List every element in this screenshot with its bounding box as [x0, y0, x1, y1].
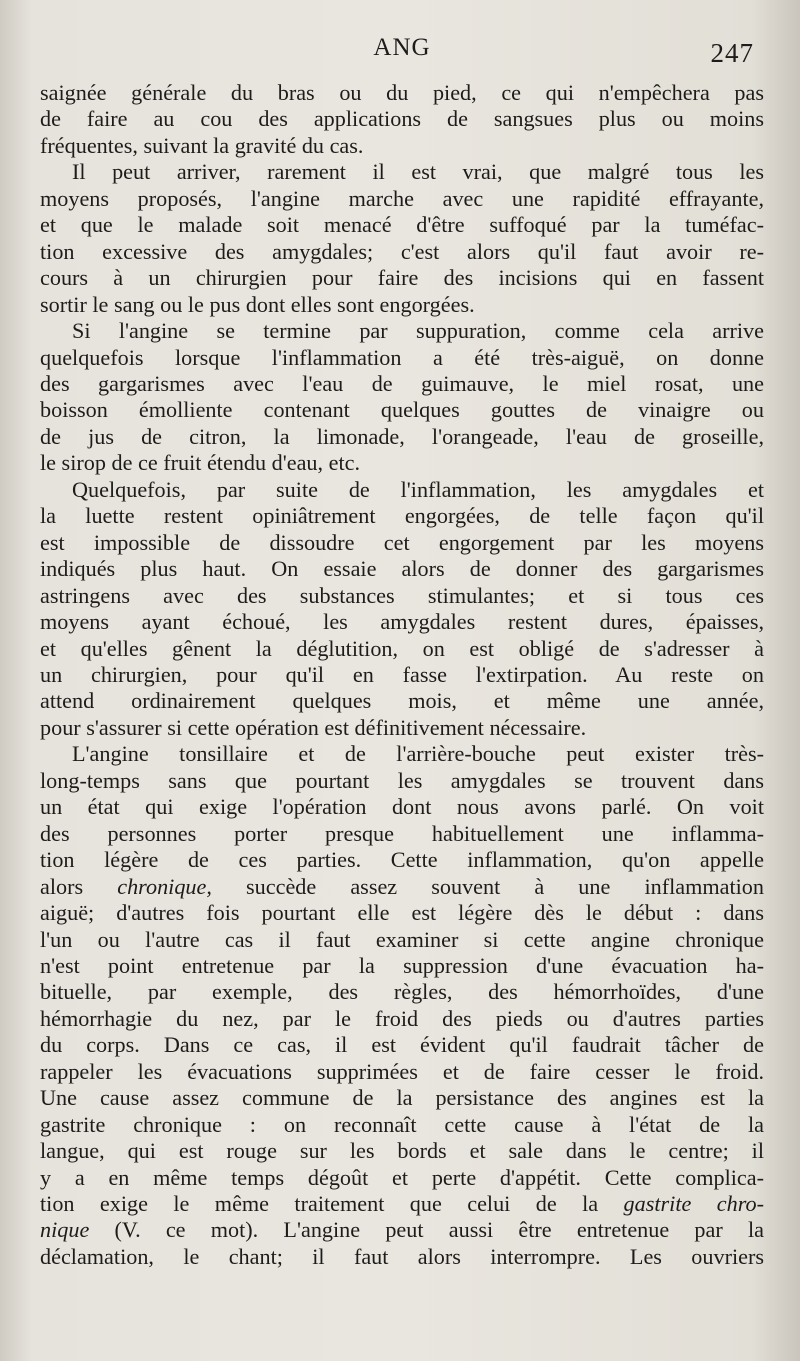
- text-line: langue, qui est rouge sur les bords et sale dans le centre; il: [40, 1138, 764, 1164]
- text-line: et que le malade soit menacé d'être suffoqué par la tuméfac-: [40, 212, 764, 238]
- text-line: bituelle, par exemple, des règles, des hémorrhoïdes, d'une: [40, 979, 764, 1005]
- text-line: Il peut arriver, rarement il est vrai, que malgré tous les: [72, 159, 764, 185]
- text-line: tion exige le même traitement que celui de la gastrite chro-: [40, 1191, 764, 1217]
- text-line: un état qui exige l'opération dont nous avons parlé. On voit: [40, 794, 764, 820]
- text-line: et qu'elles gênent la déglutition, on est obligé de s'adresser à: [40, 635, 764, 661]
- text-line: alors chronique, succède assez souvent à une inflammation: [40, 873, 764, 899]
- paragraph: [40, 80, 764, 159]
- text-line: attend ordinairement quelques mois, et même une année,: [40, 688, 764, 714]
- text-line: gastrite chronique : on reconnaît cette cause à l'état de la: [40, 1111, 764, 1137]
- italic-term: chronique,: [117, 873, 212, 899]
- paragraph: [40, 741, 764, 1270]
- text-line: quelquefois lorsque l'inflammation a été très-aiguë, on donne: [40, 344, 764, 370]
- text-line: l'un ou l'autre cas il faut examiner si cette angine chronique: [40, 926, 764, 952]
- running-head: [40, 34, 764, 80]
- text-line: saignée générale du bras ou du pied, ce qui n'empêchera pas: [40, 80, 764, 105]
- text-line: du corps. Dans ce cas, il est évident qu'il faudrait tâcher de: [40, 1032, 764, 1058]
- text-line: y a en même temps dégoût et perte d'appétit. Cette complica-: [40, 1164, 764, 1190]
- text-line: Quelquefois, par suite de l'inflammation, les amygdales et: [72, 476, 764, 502]
- body-text: [40, 80, 764, 1270]
- text-line: tion légère de ces parties. Cette inflammation, qu'on appelle: [40, 847, 764, 873]
- text-line: astringens avec des substances stimulantes; et si tous ces: [40, 582, 764, 608]
- paragraph: [40, 477, 764, 742]
- text-line: de faire au cou des applications de sangsues plus ou moins: [40, 106, 764, 132]
- text-line: déclamation, le chant; il faut alors interrompre. Les ouvriers: [40, 1243, 764, 1269]
- text-line: cours à un chirurgien pour faire des incisions qui en fassent: [40, 265, 764, 291]
- text-line: pour s'assurer si cette opération est définitivement nécessaire.: [40, 714, 587, 740]
- text-line: moyens proposés, l'angine marche avec une rapidité effrayante,: [40, 185, 764, 211]
- text-line: nique (V. ce mot). L'angine peut aussi être entretenue par la: [40, 1217, 764, 1243]
- text-line: hémorrhagie du nez, par le froid des pieds ou d'autres parties: [40, 1005, 764, 1031]
- text-line: Si l'angine se termine par suppuration, comme cela arrive: [72, 318, 764, 344]
- text-line: boisson émolliente contenant quelques gouttes de vinaigre ou: [40, 397, 764, 423]
- running-head-title: ANG: [373, 34, 431, 61]
- text-line: rappeler les évacuations supprimées et de faire cesser le froid.: [40, 1058, 764, 1084]
- text-line: L'angine tonsillaire et de l'arrière-bouche peut exister très-: [72, 741, 764, 767]
- text-line: est impossible de dissoudre cet engorgement par les moyens: [40, 529, 764, 555]
- text-line: la luette restent opiniâtrement engorgées, de telle façon qu'il: [40, 503, 764, 529]
- text-line: aiguë; d'autres fois pourtant elle est légère dès le début : dans: [40, 900, 764, 926]
- text-line: tion excessive des amygdales; c'est alors qu'il faut avoir re-: [40, 238, 764, 264]
- text-line: des personnes porter presque habituellement une inflamma-: [40, 820, 764, 846]
- italic-term: nique: [40, 1217, 90, 1243]
- paragraph: [40, 318, 764, 477]
- text-line: indiqués plus haut. On essaie alors de donner des gargarismes: [40, 556, 764, 582]
- text-line: le sirop de ce fruit étendu d'eau, etc.: [40, 450, 361, 476]
- text-line: Une cause assez commune de la persistance des angines est la: [40, 1085, 764, 1111]
- page-number: 247: [710, 38, 754, 68]
- text-line: un chirurgien, pour qu'il en fasse l'extirpation. Au reste on: [40, 661, 764, 687]
- text-line: de jus de citron, la limonade, l'orangeade, l'eau de groseille,: [40, 423, 764, 449]
- text-line: n'est point entretenue par la suppression d'une évacuation ha-: [40, 952, 764, 978]
- text-line: sortir le sang ou le pus dont elles sont engorgées.: [40, 291, 475, 317]
- paragraph: [40, 159, 764, 318]
- text-line: fréquentes, suivant la gravité du cas.: [40, 132, 364, 158]
- text-line: long-temps sans que pourtant les amygdales se trouvent dans: [40, 767, 764, 793]
- text-line: des gargarismes avec l'eau de guimauve, le miel rosat, une: [40, 370, 764, 396]
- italic-term: gastrite chro-: [623, 1191, 764, 1217]
- text-line: moyens ayant échoué, les amygdales restent dures, épaisses,: [40, 609, 764, 635]
